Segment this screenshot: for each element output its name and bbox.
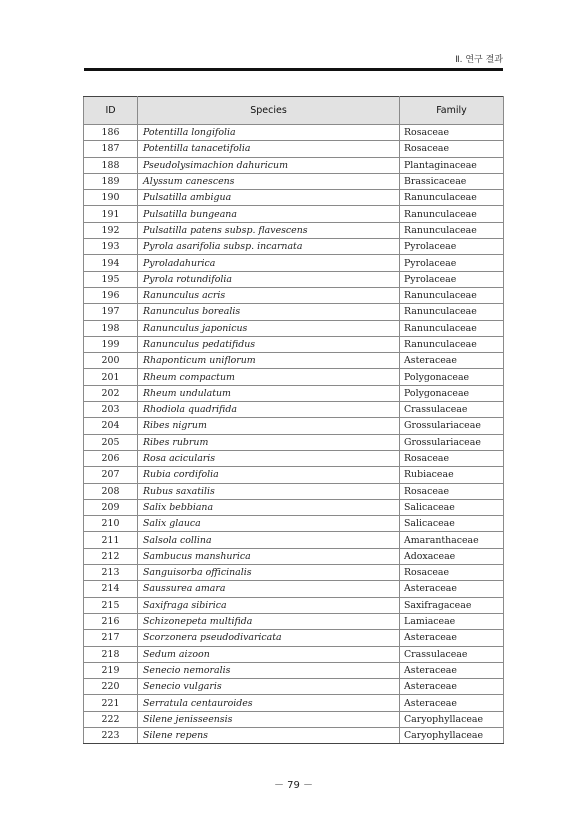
species-name: Salix glauca xyxy=(138,516,400,532)
species-name: Rheum undulatum xyxy=(138,385,400,401)
table-row xyxy=(84,679,504,695)
family-name: Lamiaceae xyxy=(400,613,504,629)
family-name: Rosaceae xyxy=(400,565,504,581)
family-name: Brassicaceae xyxy=(400,173,504,189)
species-name: Potentilla longifolia xyxy=(138,125,400,141)
column-header-family: Family xyxy=(400,97,504,125)
row-id: 215 xyxy=(84,597,138,613)
table-row xyxy=(84,320,504,336)
table-row xyxy=(84,304,504,320)
family-name: Asteraceae xyxy=(400,630,504,646)
family-name: Pyrolaceae xyxy=(400,239,504,255)
family-name: Adoxaceae xyxy=(400,548,504,564)
running-header: Ⅱ. 연구 결과 xyxy=(455,55,503,65)
family-name: Salicaceae xyxy=(400,499,504,515)
row-id: 212 xyxy=(84,548,138,564)
species-name: Potentilla tanacetifolia xyxy=(138,141,400,157)
species-name: Salsola collina xyxy=(138,532,400,548)
species-name: Pyroladahurica xyxy=(138,255,400,271)
family-name: Caryophyllaceae xyxy=(400,727,504,743)
table-row xyxy=(84,206,504,222)
family-name: Crassulaceae xyxy=(400,402,504,418)
family-name: Plantaginaceae xyxy=(400,157,504,173)
row-id: 196 xyxy=(84,287,138,303)
species-name: Ribes nigrum xyxy=(138,418,400,434)
table-row xyxy=(84,239,504,255)
table-row xyxy=(84,369,504,385)
species-name: Sedum aizoon xyxy=(138,646,400,662)
species-name: Pulsatilla bungeana xyxy=(138,206,400,222)
table-body xyxy=(84,125,504,744)
table-row xyxy=(84,532,504,548)
species-name: Ranunculus borealis xyxy=(138,304,400,320)
column-header-species: Species xyxy=(138,97,400,125)
family-name: Salicaceae xyxy=(400,516,504,532)
table-row xyxy=(84,190,504,206)
species-name: Schizonepeta multifida xyxy=(138,613,400,629)
species-name: Pyrola rotundifolia xyxy=(138,271,400,287)
table-row xyxy=(84,385,504,401)
row-id: 206 xyxy=(84,450,138,466)
table-row xyxy=(84,255,504,271)
family-name: Asteraceae xyxy=(400,662,504,678)
row-id: 211 xyxy=(84,532,138,548)
species-name: Serratula centauroides xyxy=(138,695,400,711)
table-row xyxy=(84,353,504,369)
table-header xyxy=(84,97,504,125)
table-row xyxy=(84,646,504,662)
table-row xyxy=(84,157,504,173)
table-row xyxy=(84,630,504,646)
header-rule xyxy=(84,68,503,71)
family-name: Asteraceae xyxy=(400,353,504,369)
row-id: 204 xyxy=(84,418,138,434)
table-row xyxy=(84,402,504,418)
family-name: Ranunculaceae xyxy=(400,190,504,206)
species-name: Ribes rubrum xyxy=(138,434,400,450)
family-name: Asteraceae xyxy=(400,695,504,711)
row-id: 203 xyxy=(84,402,138,418)
species-name: Salix bebbiana xyxy=(138,499,400,515)
family-name: Pyrolaceae xyxy=(400,271,504,287)
row-id: 192 xyxy=(84,222,138,238)
row-id: 208 xyxy=(84,483,138,499)
table-row xyxy=(84,581,504,597)
species-name: Alyssum canescens xyxy=(138,173,400,189)
family-name: Rosaceae xyxy=(400,450,504,466)
row-id: 216 xyxy=(84,613,138,629)
species-name: Pulsatilla patens subsp. flavescens xyxy=(138,222,400,238)
table-row xyxy=(84,141,504,157)
species-name: Ranunculus japonicus xyxy=(138,320,400,336)
family-name: Ranunculaceae xyxy=(400,336,504,352)
species-name: Sanguisorba officinalis xyxy=(138,565,400,581)
row-id: 218 xyxy=(84,646,138,662)
row-id: 207 xyxy=(84,467,138,483)
species-name: Ranunculus pedatifidus xyxy=(138,336,400,352)
table-row xyxy=(84,287,504,303)
table-row xyxy=(84,467,504,483)
row-id: 222 xyxy=(84,711,138,727)
family-name: Saxifragaceae xyxy=(400,597,504,613)
table-row xyxy=(84,125,504,141)
species-name: Pulsatilla ambigua xyxy=(138,190,400,206)
table-row xyxy=(84,695,504,711)
species-name: Senecio vulgaris xyxy=(138,679,400,695)
family-name: Rosaceae xyxy=(400,141,504,157)
row-id: 220 xyxy=(84,679,138,695)
species-name: Rheum compactum xyxy=(138,369,400,385)
species-name: Pseudolysimachion dahuricum xyxy=(138,157,400,173)
table-row xyxy=(84,516,504,532)
family-name: Grossulariaceae xyxy=(400,434,504,450)
row-id: 193 xyxy=(84,239,138,255)
row-id: 219 xyxy=(84,662,138,678)
species-name: Saxifraga sibirica xyxy=(138,597,400,613)
family-name: Amaranthaceae xyxy=(400,532,504,548)
row-id: 186 xyxy=(84,125,138,141)
row-id: 200 xyxy=(84,353,138,369)
species-name: Saussurea amara xyxy=(138,581,400,597)
table-row xyxy=(84,336,504,352)
row-id: 190 xyxy=(84,190,138,206)
table-row xyxy=(84,662,504,678)
family-name: Rubiaceae xyxy=(400,467,504,483)
family-name: Polygonaceae xyxy=(400,369,504,385)
family-name: Polygonaceae xyxy=(400,385,504,401)
table-row xyxy=(84,483,504,499)
row-id: 189 xyxy=(84,173,138,189)
row-id: 194 xyxy=(84,255,138,271)
row-id: 195 xyxy=(84,271,138,287)
table-row xyxy=(84,548,504,564)
row-id: 213 xyxy=(84,565,138,581)
species-table xyxy=(83,96,504,744)
table-row xyxy=(84,711,504,727)
family-name: Ranunculaceae xyxy=(400,320,504,336)
species-name: Silene jenisseensis xyxy=(138,711,400,727)
species-name: Rubus saxatilis xyxy=(138,483,400,499)
column-header-id: ID xyxy=(84,97,138,125)
table-row xyxy=(84,222,504,238)
species-name: Scorzonera pseudodivaricata xyxy=(138,630,400,646)
family-name: Crassulaceae xyxy=(400,646,504,662)
row-id: 210 xyxy=(84,516,138,532)
family-name: Asteraceae xyxy=(400,679,504,695)
species-name: Sambucus manshurica xyxy=(138,548,400,564)
row-id: 214 xyxy=(84,581,138,597)
table-row xyxy=(84,450,504,466)
species-name: Rubia cordifolia xyxy=(138,467,400,483)
family-name: Rosaceae xyxy=(400,125,504,141)
row-id: 191 xyxy=(84,206,138,222)
row-id: 201 xyxy=(84,369,138,385)
table-row xyxy=(84,499,504,515)
family-name: Ranunculaceae xyxy=(400,206,504,222)
family-name: Ranunculaceae xyxy=(400,287,504,303)
species-name: Ranunculus acris xyxy=(138,287,400,303)
row-id: 221 xyxy=(84,695,138,711)
family-name: Pyrolaceae xyxy=(400,255,504,271)
species-name: Rhodiola quadrifida xyxy=(138,402,400,418)
table-row xyxy=(84,597,504,613)
family-name: Asteraceae xyxy=(400,581,504,597)
family-name: Ranunculaceae xyxy=(400,222,504,238)
row-id: 223 xyxy=(84,727,138,743)
row-id: 217 xyxy=(84,630,138,646)
header-row xyxy=(84,97,504,125)
species-name: Pyrola asarifolia subsp. incarnata xyxy=(138,239,400,255)
family-name: Rosaceae xyxy=(400,483,504,499)
species-name: Rosa acicularis xyxy=(138,450,400,466)
row-id: 197 xyxy=(84,304,138,320)
row-id: 199 xyxy=(84,336,138,352)
page-number: － 79 － xyxy=(273,780,314,791)
family-name: Caryophyllaceae xyxy=(400,711,504,727)
table-row xyxy=(84,565,504,581)
row-id: 209 xyxy=(84,499,138,515)
table-row xyxy=(84,727,504,743)
table-row xyxy=(84,173,504,189)
row-id: 205 xyxy=(84,434,138,450)
table-row xyxy=(84,434,504,450)
table-row xyxy=(84,613,504,629)
species-name: Silene repens xyxy=(138,727,400,743)
table-row xyxy=(84,418,504,434)
species-name: Senecio nemoralis xyxy=(138,662,400,678)
row-id: 198 xyxy=(84,320,138,336)
row-id: 187 xyxy=(84,141,138,157)
table-row xyxy=(84,271,504,287)
family-name: Grossulariaceae xyxy=(400,418,504,434)
family-name: Ranunculaceae xyxy=(400,304,504,320)
row-id: 202 xyxy=(84,385,138,401)
species-name: Rhaponticum uniflorum xyxy=(138,353,400,369)
row-id: 188 xyxy=(84,157,138,173)
